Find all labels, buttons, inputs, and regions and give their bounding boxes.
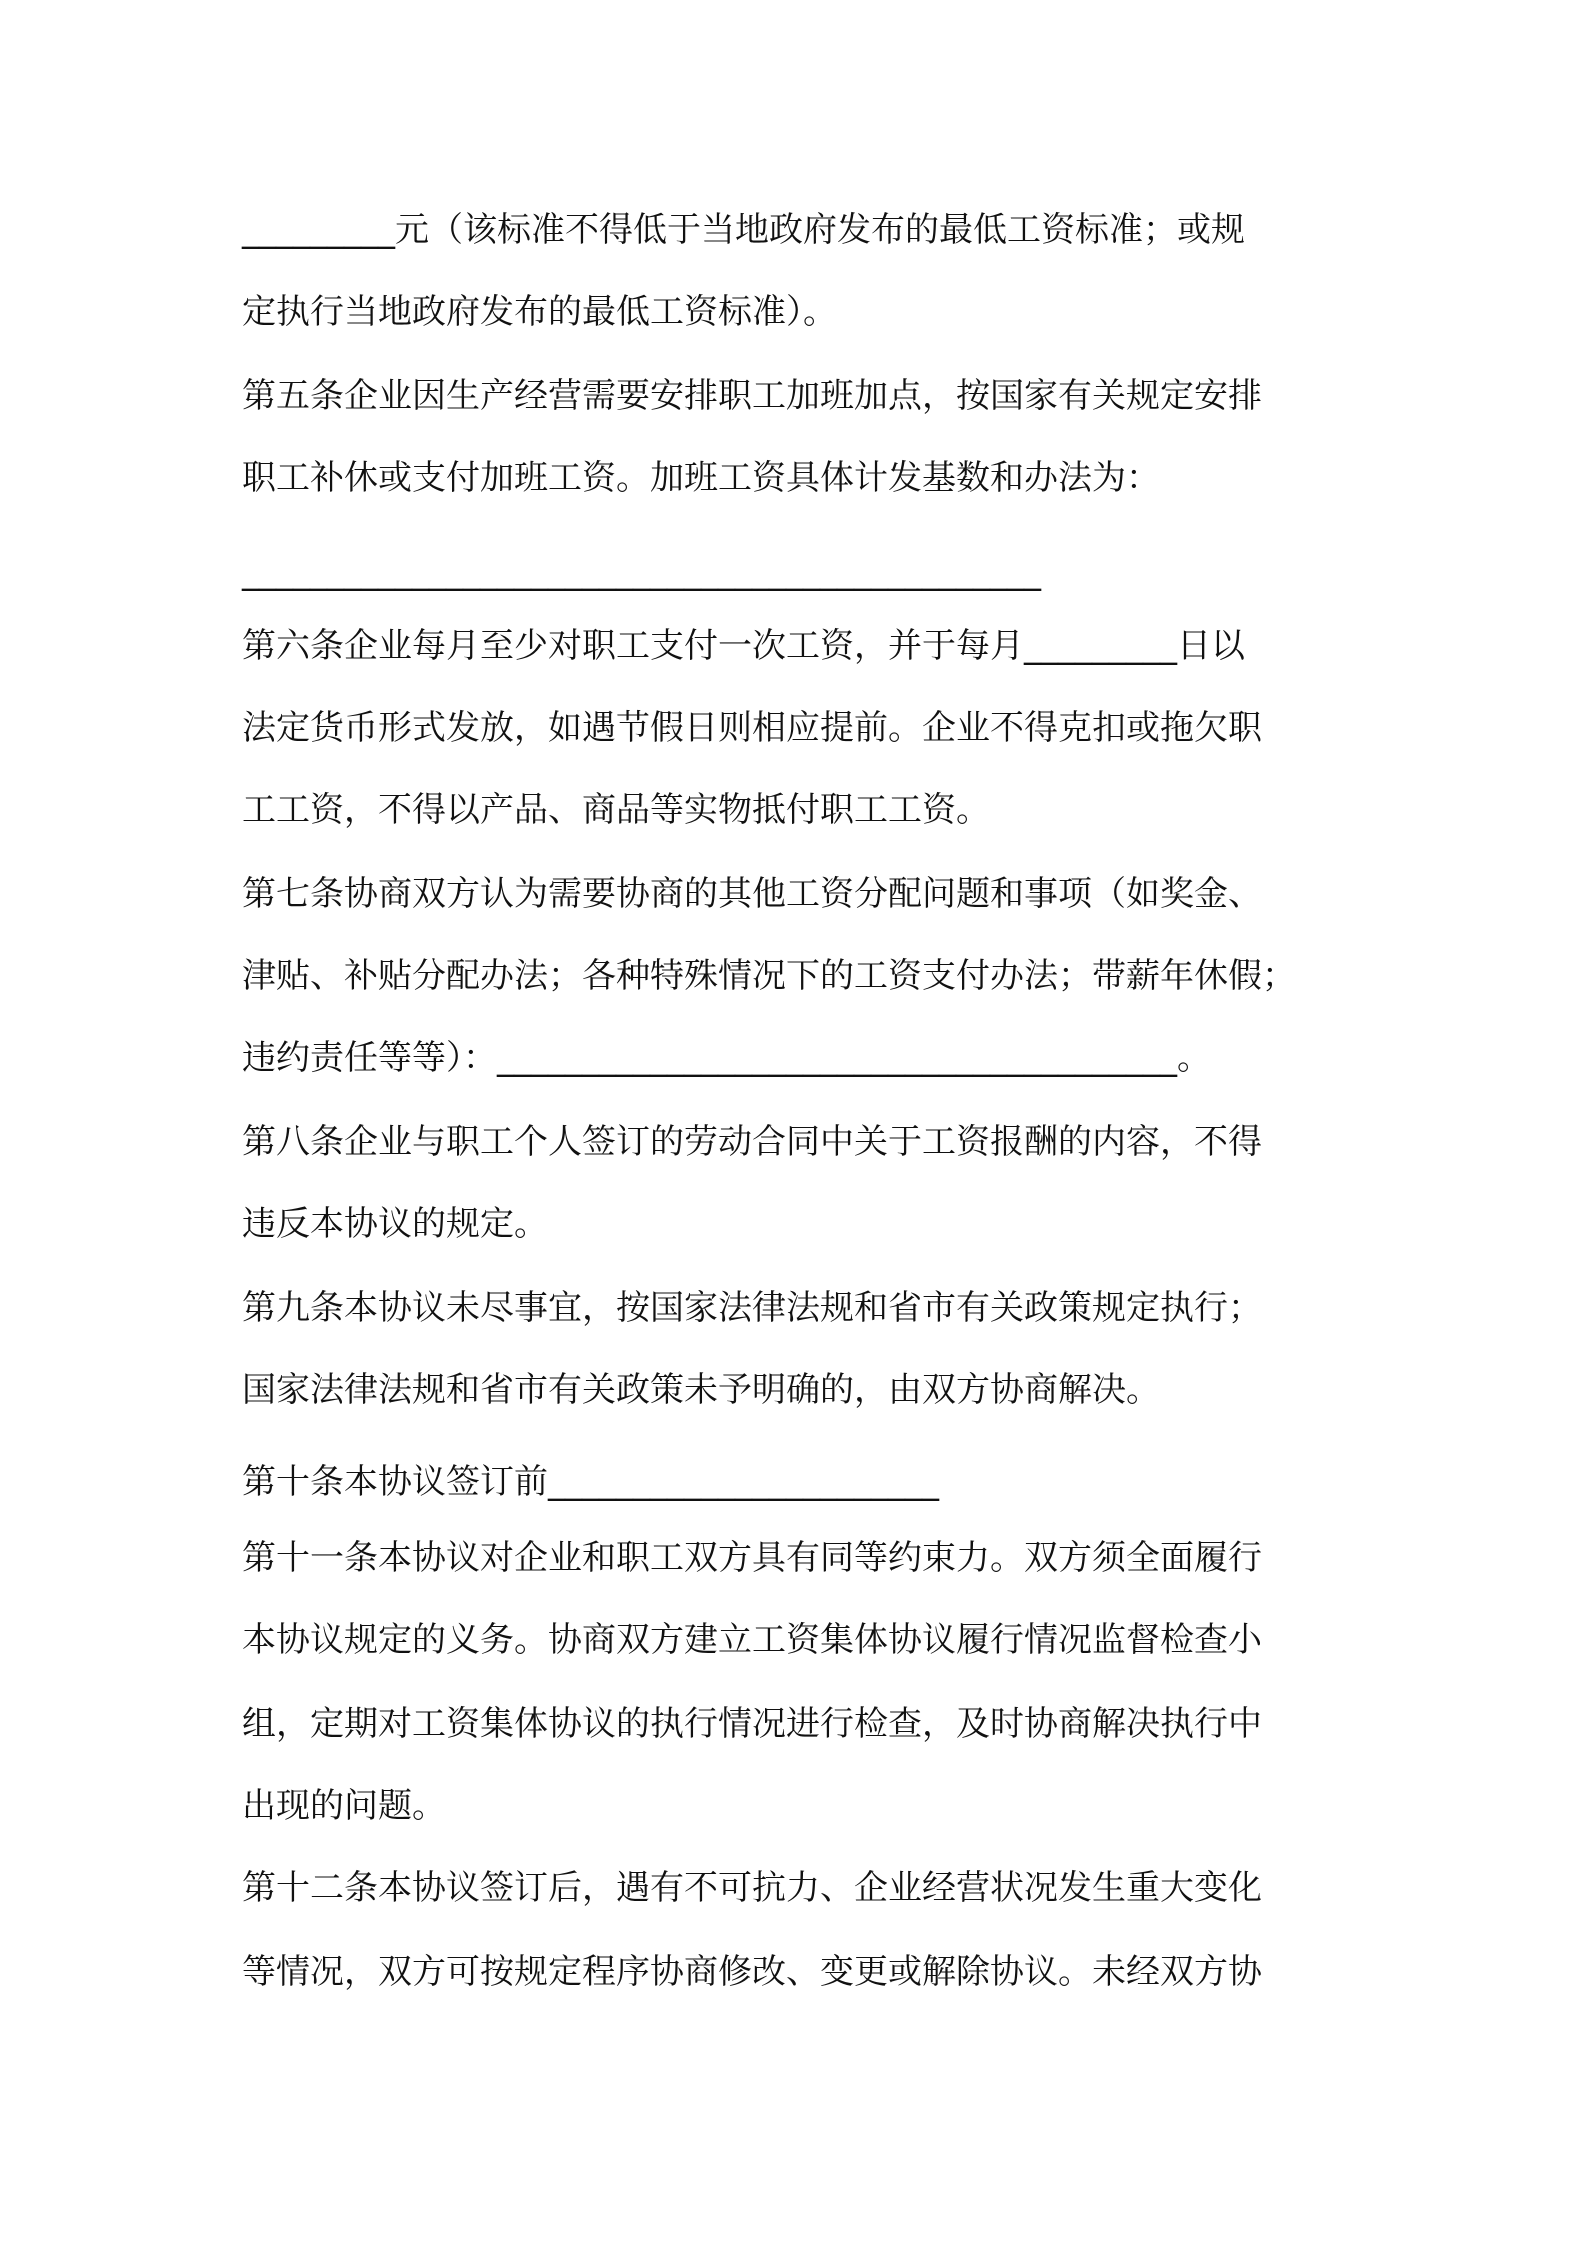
text-line: 工工资，不得以产品、商品等实物抵付职工工资。 <box>242 790 990 830</box>
text-line: _______________________________________________ <box>242 552 1041 592</box>
text-line: 法定货币形式发放，如遇节假日则相应提前。企业不得克扣或拖欠职 <box>242 708 1262 748</box>
text-line: 出现的问题。 <box>242 1786 446 1826</box>
text-line: 本协议规定的义务。协商双方建立工资集体协议履行情况监督检查小 <box>242 1620 1262 1660</box>
text-line: 国家法律法规和省市有关政策未予明确的，由双方协商解决。 <box>242 1370 1160 1410</box>
text-line: 第八条企业与职工个人签订的劳动合同中关于工资报酬的内容，不得 <box>242 1122 1262 1162</box>
text-line: 等情况，双方可按规定程序协商修改、变更或解除协议。未经双方协 <box>242 1952 1262 1992</box>
text-line: 第七条协商双方认为需要协商的其他工资分配问题和事项（如奖金、 <box>242 874 1262 914</box>
text-line: 定执行当地政府发布的最低工资标准）。 <box>242 292 837 332</box>
text-line: 第十条本协议签订前_______________________ <box>242 1462 939 1502</box>
text-line: _________元（该标准不得低于当地政府发布的最低工资标准；或规 <box>242 210 1245 250</box>
text-line: 第六条企业每月至少对职工支付一次工资，并于每月_________日以 <box>242 626 1245 666</box>
text-line: 第九条本协议未尽事宜，按国家法律法规和省市有关政策规定执行； <box>242 1288 1262 1328</box>
text-line: 第十一条本协议对企业和职工双方具有同等约束力。双方须全面履行 <box>242 1538 1262 1578</box>
text-line: 第五条企业因生产经营需要安排职工加班加点，按国家有关规定安排 <box>242 376 1262 416</box>
text-line: 违反本协议的规定。 <box>242 1204 548 1244</box>
text-line: 组，定期对工资集体协议的执行情况进行检查，及时协商解决执行中 <box>242 1704 1262 1744</box>
text-line: 第十二条本协议签订后，遇有不可抗力、企业经营状况发生重大变化 <box>242 1868 1262 1908</box>
text-line: 津贴、补贴分配办法；各种特殊情况下的工资支付办法；带薪年休假； <box>242 956 1296 996</box>
text-line: 职工补休或支付加班工资。加班工资具体计发基数和办法为： <box>242 458 1160 498</box>
text-line: 违约责任等等）：________________________________________。 <box>242 1038 1211 1078</box>
